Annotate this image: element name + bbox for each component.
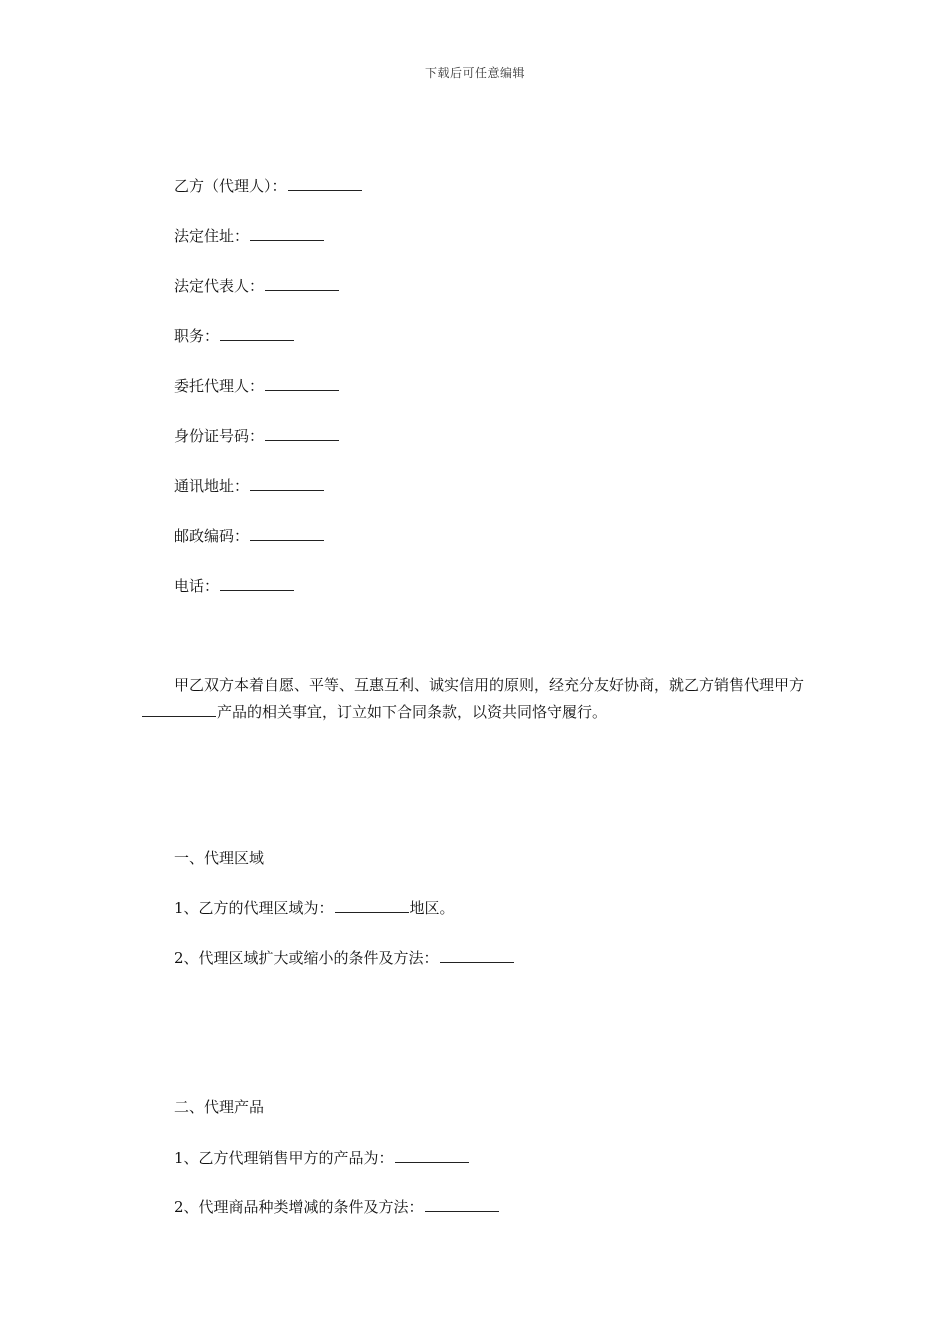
intro-paragraph: [141, 672, 811, 726]
section-1-item-1: [174, 898, 455, 918]
intro-text-1: 甲乙双方本着自愿、平等、互惠互利、诚实信用的原则，经充分友好协商，就乙方销售代理甲方: [174, 676, 805, 694]
intro-text-2: 产品的相关事宜，订立如下合同条款，以资共同恪守履行。: [217, 703, 608, 721]
section-2-title: 二、代理产品: [174, 1098, 265, 1116]
blank-line: [250, 526, 324, 541]
field-mailing-address: [174, 476, 325, 496]
blank-line: [288, 176, 362, 191]
field-phone: [174, 576, 295, 596]
field-legal-address: [174, 226, 325, 246]
field-position: [174, 326, 295, 346]
blank-line: [335, 898, 409, 913]
field-label: 电话：: [174, 577, 220, 595]
field-id-number: [174, 426, 340, 446]
field-legal-representative: [174, 276, 340, 296]
page-header: 下载后可任意编辑: [424, 66, 525, 80]
blank-line: [265, 376, 339, 391]
field-label: 邮政编码：: [174, 527, 250, 545]
blank-line: [220, 576, 294, 591]
section-2-item-1: [174, 1148, 470, 1168]
blank-line: [220, 326, 294, 341]
section-2-item-2: [174, 1197, 500, 1217]
field-label: 职务：: [174, 327, 220, 345]
field-authorized-agent: [174, 376, 340, 396]
section-1-title: 一、代理区域: [174, 849, 265, 867]
field-label: 委托代理人：: [174, 377, 265, 395]
item-text: 2、代理区域扩大或缩小的条件及方法：: [174, 949, 439, 967]
blank-line: [440, 948, 514, 963]
field-label: 乙方（代理人）：: [174, 177, 287, 195]
item-text: 2、代理商品种类增减的条件及方法：: [174, 1198, 424, 1216]
field-postal-code: [174, 526, 325, 546]
section-1-item-2: [174, 948, 515, 968]
field-party-b: [174, 176, 363, 196]
field-label: 法定代表人：: [174, 277, 265, 295]
blank-line: [395, 1148, 469, 1163]
blank-line: [265, 426, 339, 441]
item-text: 1、乙方代理销售甲方的产品为：: [174, 1149, 394, 1167]
blank-line: [250, 226, 324, 241]
blank-line: [425, 1197, 499, 1212]
field-label: 法定住址：: [174, 227, 250, 245]
blank-line: [265, 276, 339, 291]
field-label: 通讯地址：: [174, 477, 250, 495]
field-label: 身份证号码：: [174, 427, 265, 445]
item-text-after: 地区。: [409, 899, 455, 917]
blank-line: [142, 702, 216, 717]
item-text: 1、乙方的代理区域为：: [174, 899, 334, 917]
blank-line: [250, 476, 324, 491]
